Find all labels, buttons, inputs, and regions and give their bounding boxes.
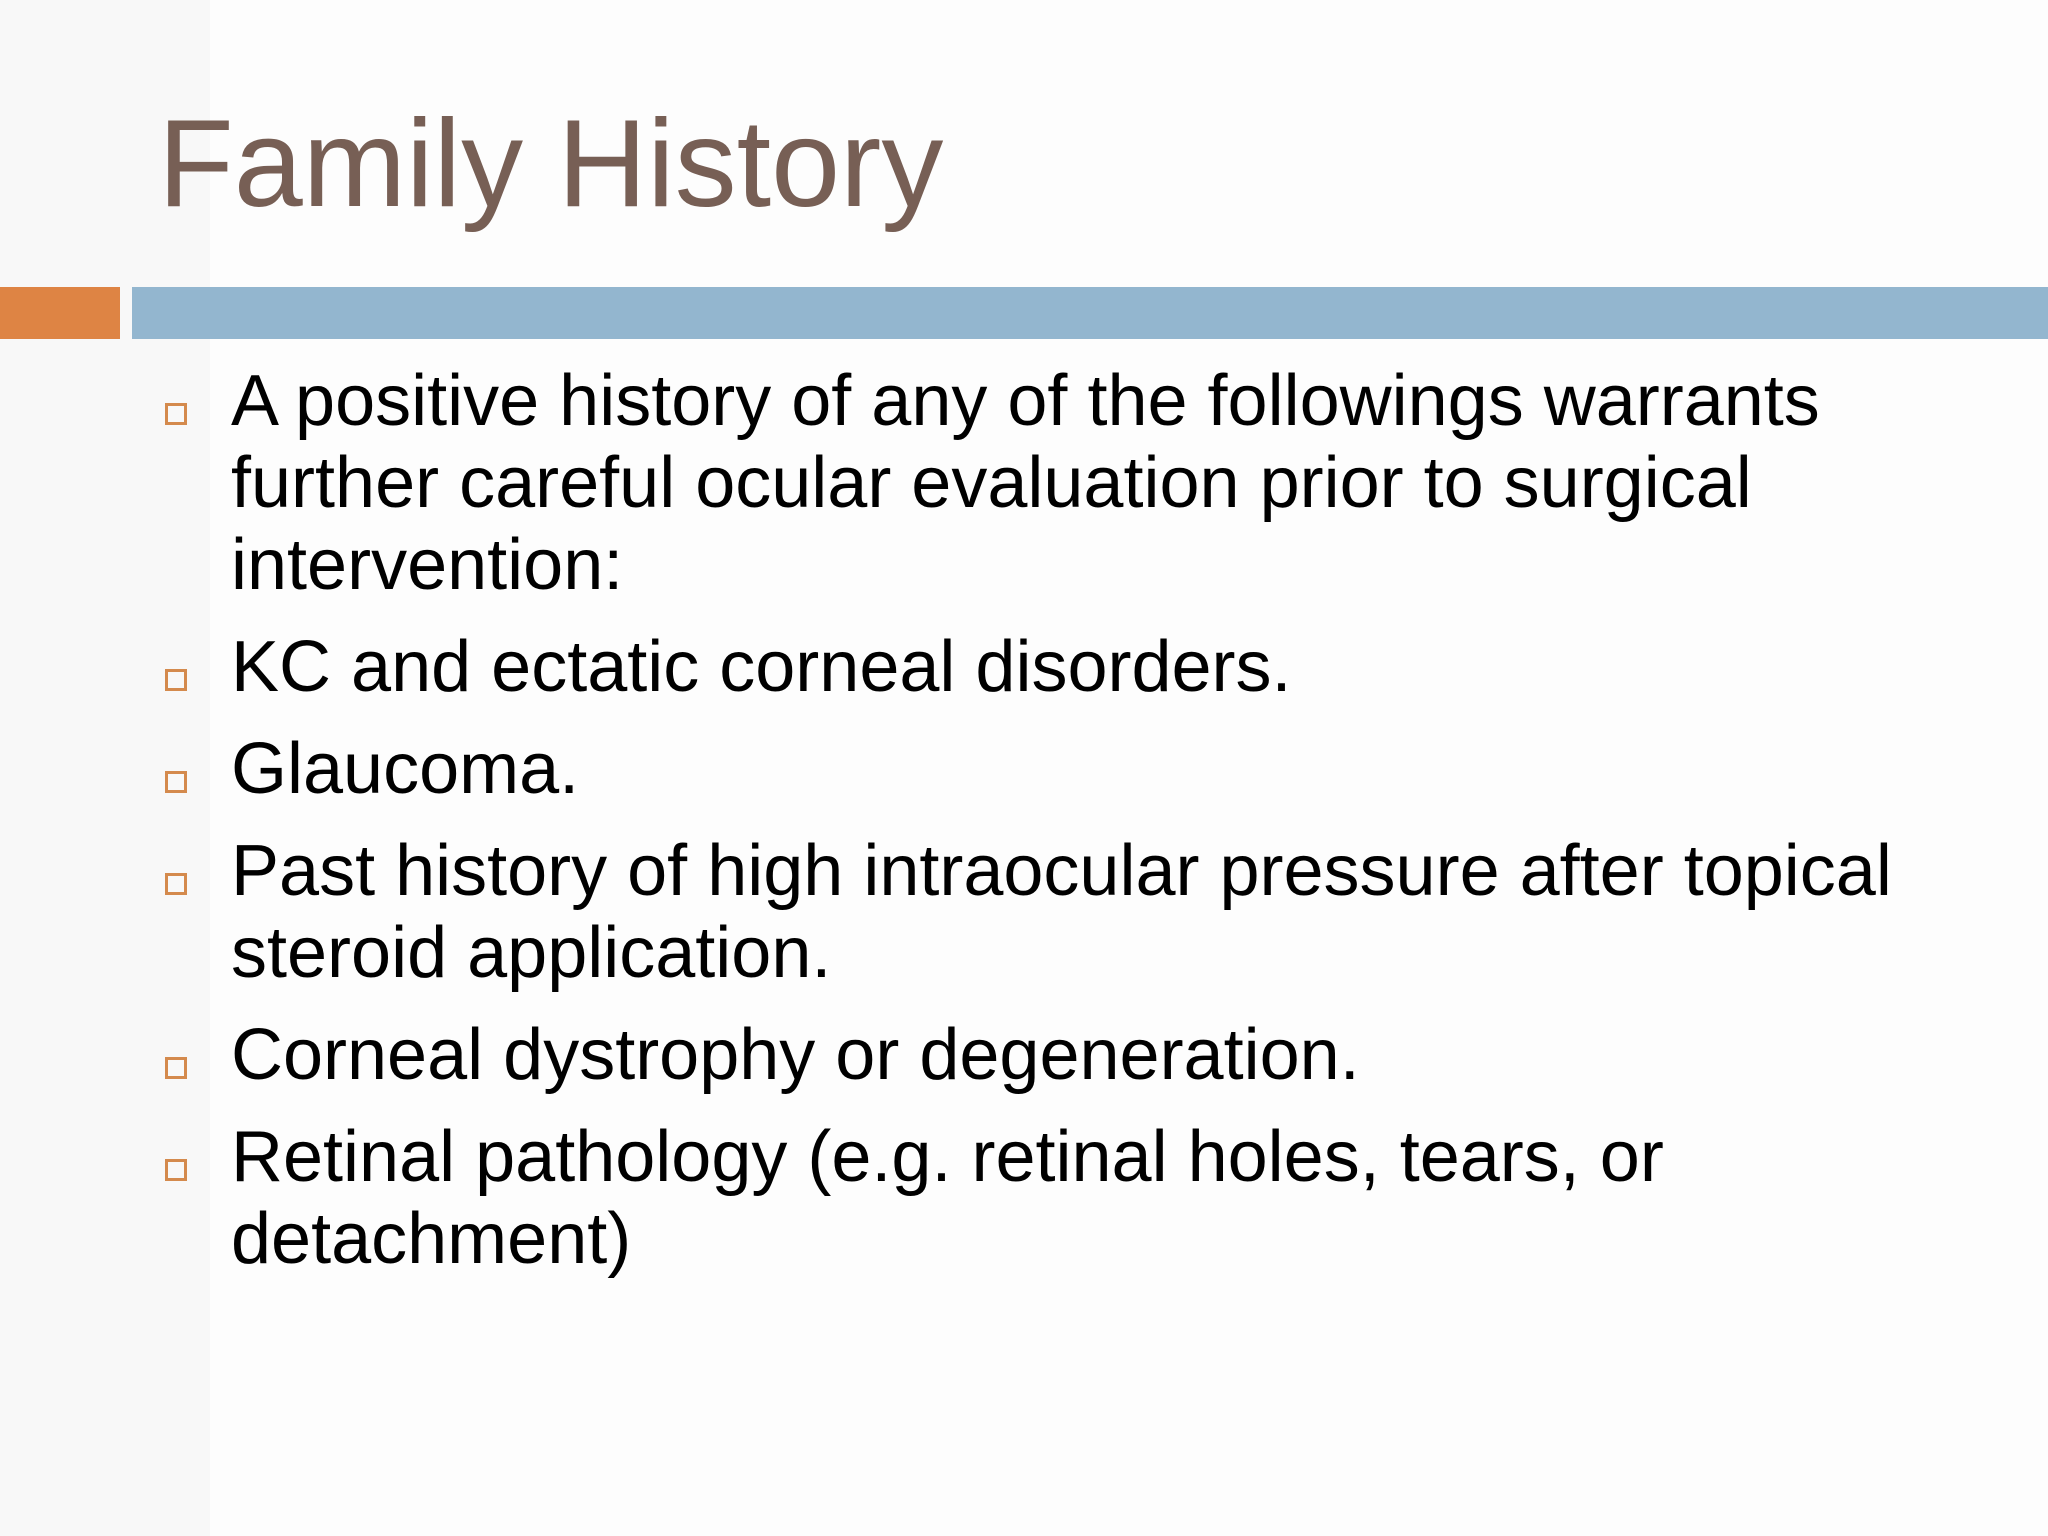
bullet-text: Glaucoma. xyxy=(231,729,580,809)
square-outline-bullet-icon xyxy=(165,403,187,425)
slide-title: Family History xyxy=(158,95,944,233)
bullet-list xyxy=(160,360,1960,1300)
bullet-item xyxy=(160,360,1960,606)
bullet-text: Past history of high intraocular pressure after topical steroid application. xyxy=(231,831,1892,993)
accent-bar-orange xyxy=(0,287,120,339)
bullet-text: KC and ectatic corneal disorders. xyxy=(231,627,1292,707)
square-outline-bullet-icon xyxy=(165,873,187,895)
bullet-text: Corneal dystrophy or degeneration. xyxy=(231,1015,1360,1095)
accent-bar-blue xyxy=(132,287,2048,339)
bullet-item xyxy=(160,1014,1960,1096)
square-outline-bullet-icon xyxy=(165,669,187,691)
bullet-item xyxy=(160,1116,1960,1280)
bullet-item xyxy=(160,728,1960,810)
bullet-item xyxy=(160,626,1960,708)
square-outline-bullet-icon xyxy=(165,1159,187,1181)
bullet-item xyxy=(160,830,1960,994)
bullet-text: A positive history of any of the followings warrants further careful ocular evaluation prior to surgical intervention: xyxy=(231,361,1820,605)
square-outline-bullet-icon xyxy=(165,771,187,793)
bullet-text: Retinal pathology (e.g. retinal holes, tears, or detachment) xyxy=(231,1117,1664,1279)
square-outline-bullet-icon xyxy=(165,1057,187,1079)
